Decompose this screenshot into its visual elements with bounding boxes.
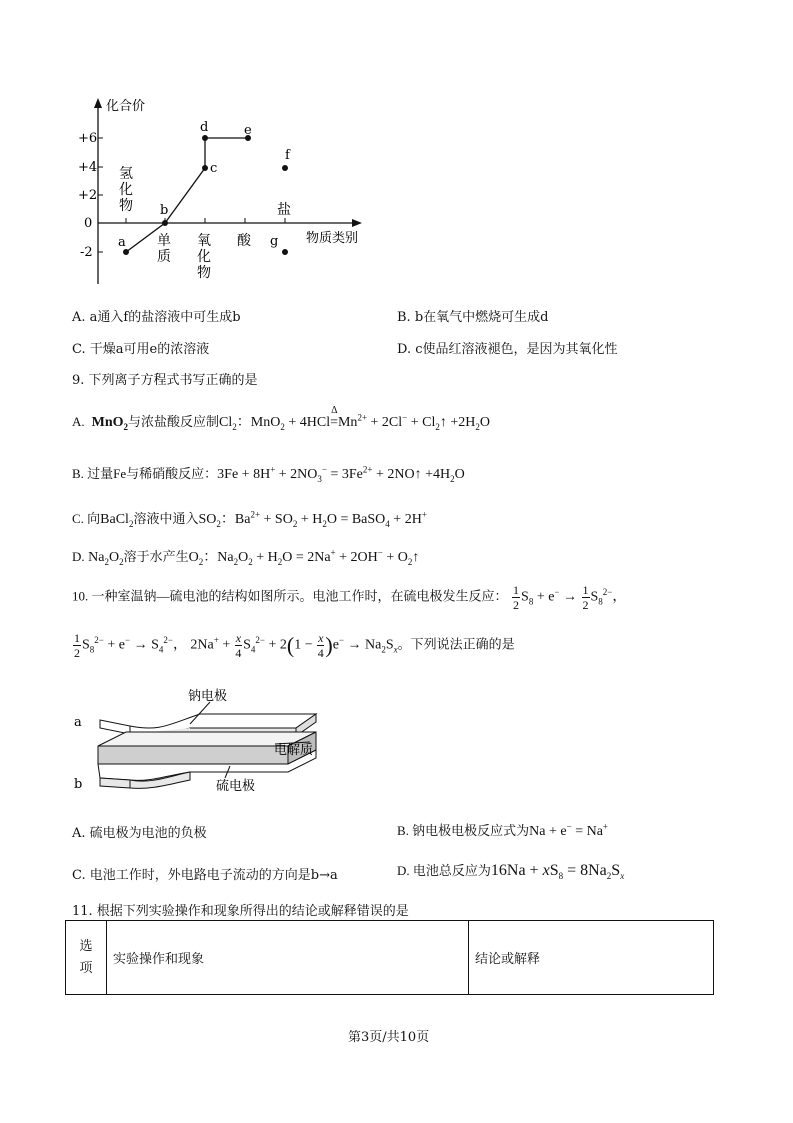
label-f: f [285, 148, 290, 163]
category-oxide: 氧化物 [197, 233, 211, 281]
q11-header-operation: 实验操作和现象 [107, 921, 469, 995]
q10-stem-line2: $\frac{1}{2}$ $S_8^{2-} + e^- \to S_4^{2-}$， 2Na+ + $\frac{x}{4}$ $S_4^{2-} + 2(1$ − $\frac{x}{4}$ )$e^- \to Na_2S_x$。下列说法正确的是 [74, 631, 515, 660]
category-hydride: 氢化物 [119, 166, 133, 214]
q9-option-b: B. 过量Fe与稀硝酸反应：$3Fe + 8H^+ + 2NO_3^- = 3Fe^{2+}$ + 2NO↑ $+4H_2O$ [72, 464, 465, 484]
point-d [202, 135, 208, 141]
label-a: a [118, 235, 126, 250]
label-sodium-electrode: 钠电极 [188, 689, 228, 704]
q10-option-d: D. 电池总反应为$16Na + xS_8 = 8Na_2S_x$ [397, 862, 625, 882]
label-e: e [244, 123, 252, 138]
q11-header-conclusion: 结论或解释 [469, 921, 714, 995]
category-salt: 盐 [277, 202, 291, 218]
point-c [202, 165, 208, 171]
y-tick-m2: -2 [80, 245, 93, 260]
y-tick-6: +6 [78, 131, 98, 146]
battery-diagram [70, 684, 330, 804]
y-tick-0: 0 [84, 216, 93, 231]
point-f [282, 165, 288, 171]
q8-option-a: A. a通入f的盐溶液中可生成b [72, 310, 241, 325]
q9-option-c: C. 向BaCl$_2$溶液中通入$SO_2$：$Ba^{2+} + SO_2 + H_2O$ = BaSO$_4$ + 2H+ [72, 509, 427, 529]
q9-option-d: D. $Na_2O_2$溶于水产生$O_2$：$Na_2O_2 + H_2O = 2Na^+ + 2OH^-$ + $O_2↑$ [72, 547, 420, 567]
q11-header-option: 选 项 [66, 921, 107, 995]
y-axis-label: 化合价 [106, 99, 146, 114]
q11-stem: 11. 根据下列实验操作和现象所得出的结论或解释错误的是 [72, 904, 409, 919]
label-b: b [160, 203, 169, 218]
point-b [162, 220, 168, 226]
q10-option-c: C. 电池工作时，外电路电子流动的方向是b→a [72, 868, 338, 883]
page-footer: 第3页/共10页 [348, 1030, 430, 1045]
q8-option-b: B. b在氧气中燃烧可生成d [397, 310, 549, 325]
label-sulfur-electrode: 硫电极 [216, 779, 256, 794]
q10-option-b: B. 钠电极电极反应式为Na + e− = Na+ [397, 821, 608, 839]
q9-option-a: A. MnO$_2$与浓盐酸反应制$Cl_2$：MnO$_2$ + 4HCl= Δ $Mn^{2+} + 2Cl^-$ + $Cl_2↑ +2H_2O$ [72, 405, 490, 432]
category-acid: 酸 [237, 233, 251, 249]
label-lead-a: a [74, 715, 82, 730]
valence-class-graph [70, 90, 370, 290]
y-tick-2: +2 [78, 188, 98, 203]
q10-stem-line1: 10. 一种室温钠—硫电池的结构如图所示。电池工作时，在硫电极发生反应： $\frac{1}{2}$ $S_8 + e^-$ → $\frac{1}{2}$ $S_8^{2-}$， [72, 583, 627, 612]
label-lead-b: b [74, 777, 83, 792]
label-c: c [210, 161, 218, 176]
q10-option-a: A. 硫电极为电池的负极 [72, 826, 207, 841]
y-tick-4: +4 [78, 160, 98, 175]
q9-stem: 9. 下列离子方程式书写正确的是 [72, 373, 258, 388]
q11-table [65, 920, 714, 995]
label-d: d [200, 120, 209, 135]
x-axis-label: 物质类别 [306, 231, 359, 246]
label-g: g [270, 234, 279, 249]
point-g [282, 249, 288, 255]
label-electrolyte: 电解质 [274, 743, 314, 758]
q8-option-d: D. c使品红溶液褪色，是因为其氧化性 [397, 342, 618, 357]
q8-option-c: C. 干燥a可用e的浓溶液 [72, 342, 210, 357]
category-element: 单质 [157, 233, 171, 265]
